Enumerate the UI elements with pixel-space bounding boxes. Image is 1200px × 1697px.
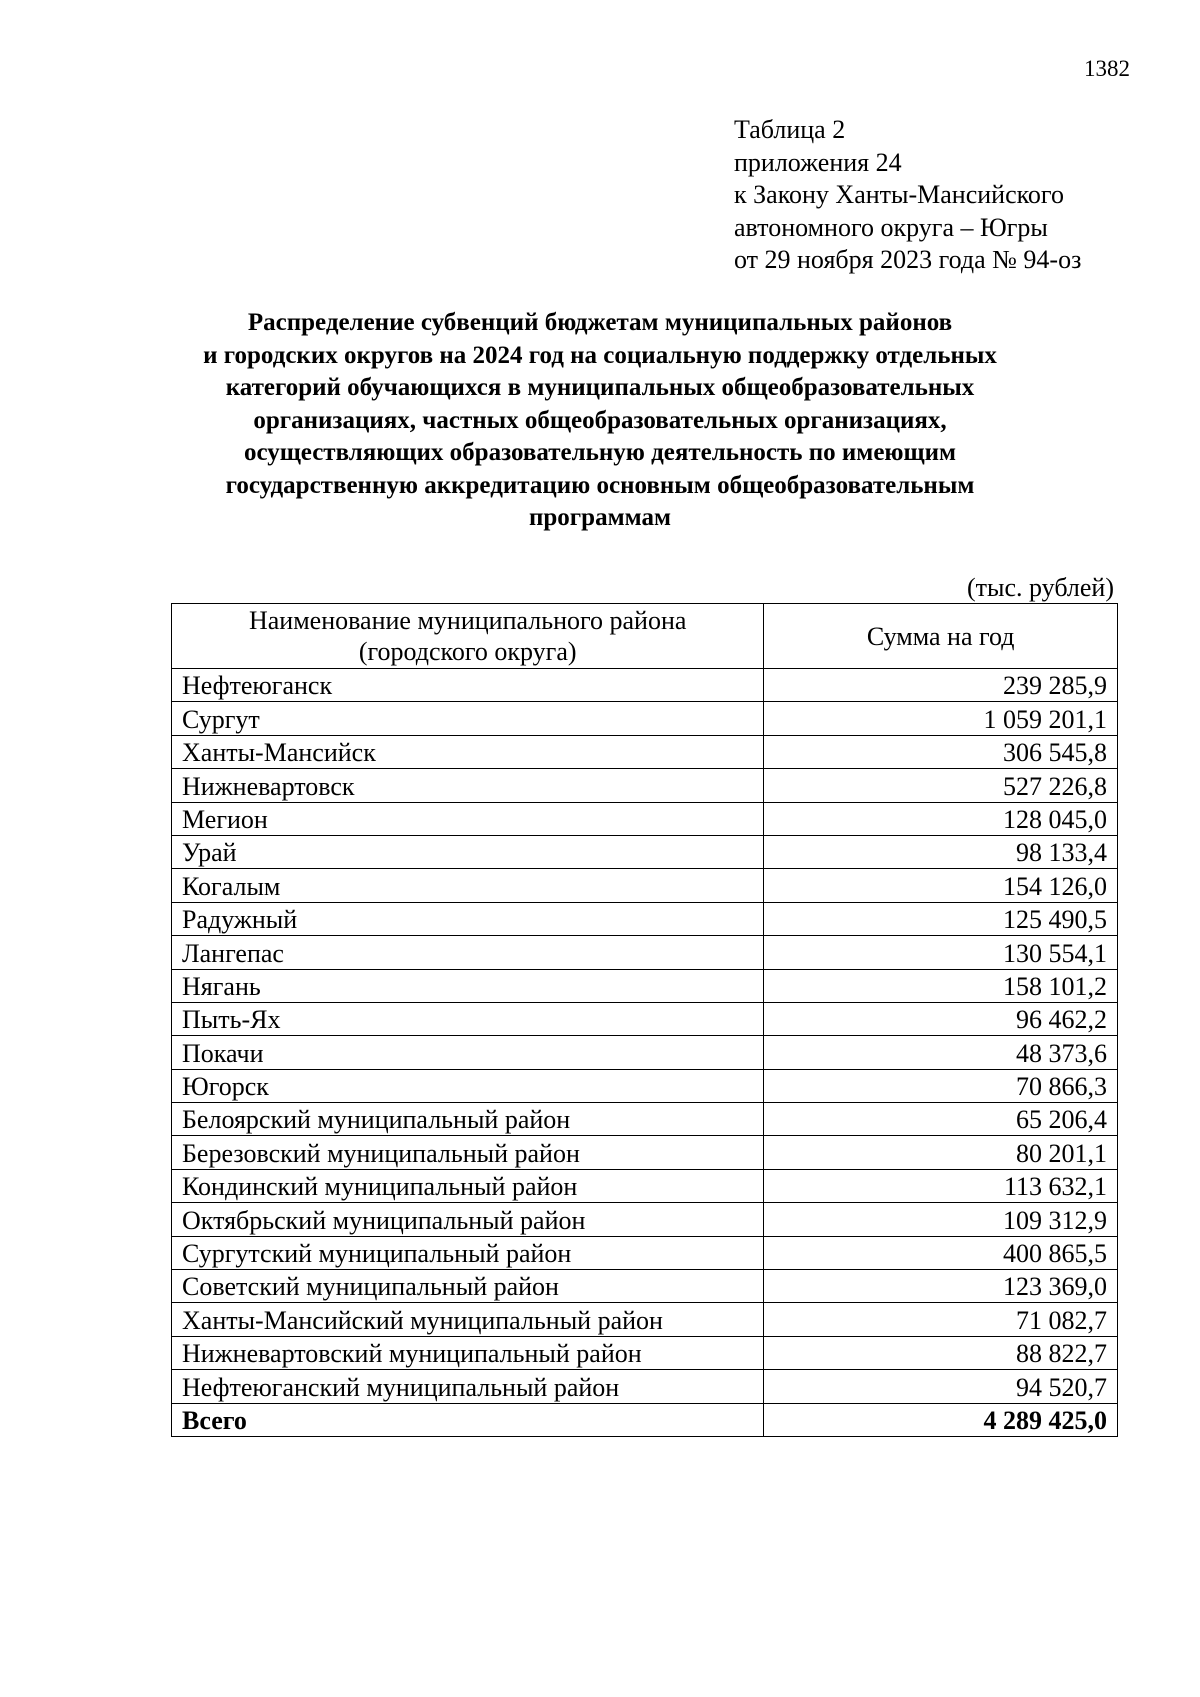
municipality-name: Березовский муниципальный район (172, 1136, 764, 1169)
header-sum: Сумма на год (764, 604, 1118, 669)
municipality-name: Нягань (172, 969, 764, 1002)
units-label: (тыс. рублей) (966, 573, 1114, 602)
annual-sum: 113 632,1 (764, 1169, 1118, 1202)
annual-sum: 400 865,5 (764, 1236, 1118, 1269)
title-line: организациях, частных общеобразовательных организациях, (253, 406, 947, 434)
municipality-name: Октябрьский муниципальный район (172, 1203, 764, 1236)
table-row (172, 1270, 1118, 1303)
table-body (172, 669, 1118, 1437)
municipality-name: Лангепас (172, 936, 764, 969)
municipality-name: Белоярский муниципальный район (172, 1103, 764, 1136)
municipality-name: Сургут (172, 702, 764, 735)
document-title (150, 307, 1050, 535)
municipality-name: Ханты-Мансийск (172, 735, 764, 768)
title-line: государственную аккредитацию основным общеобразовательным (225, 471, 975, 499)
table-row (172, 1002, 1118, 1035)
annual-sum: 98 133,4 (764, 835, 1118, 868)
annex-line: к Закону Ханты-Мансийского (734, 180, 1064, 209)
table-row (172, 936, 1118, 969)
annex-line: автономного округа – Югры (734, 212, 1048, 242)
table-row (172, 802, 1118, 835)
table-row (172, 835, 1118, 868)
municipality-name: Нефтеюганский муниципальный район (172, 1370, 764, 1403)
table-row (172, 702, 1118, 735)
annex-line: от 29 ноября 2023 года № 94-оз (734, 245, 1082, 274)
municipality-name: Нижневартовский муниципальный район (172, 1336, 764, 1369)
municipality-name: Советский муниципальный район (172, 1270, 764, 1303)
table-row (172, 869, 1118, 902)
annual-sum: 306 545,8 (764, 735, 1118, 768)
annual-sum: 70 866,3 (764, 1069, 1118, 1102)
municipality-name: Сургутский муниципальный район (172, 1236, 764, 1269)
table-row (172, 1103, 1118, 1136)
table-row (172, 1136, 1118, 1169)
annual-sum: 80 201,1 (764, 1136, 1118, 1169)
annual-sum: 96 462,2 (764, 1002, 1118, 1035)
annex-line: приложения 24 (734, 147, 902, 177)
table-row (172, 1169, 1118, 1202)
municipality-name: Югорск (172, 1069, 764, 1102)
annual-sum: 154 126,0 (764, 869, 1118, 902)
header-name (172, 604, 764, 669)
municipality-name: Пыть-Ях (172, 1002, 764, 1035)
total-label: Всего (172, 1403, 764, 1436)
annual-sum: 125 490,5 (764, 902, 1118, 935)
annual-sum: 109 312,9 (764, 1203, 1118, 1236)
annual-sum: 123 369,0 (764, 1270, 1118, 1303)
municipality-name: Мегион (172, 802, 764, 835)
annual-sum: 71 082,7 (764, 1303, 1118, 1336)
table-row (172, 1370, 1118, 1403)
table-header-row (172, 604, 1118, 669)
municipality-name: Покачи (172, 1036, 764, 1069)
annual-sum: 130 554,1 (764, 936, 1118, 969)
municipality-name: Кондинский муниципальный район (172, 1169, 764, 1202)
municipality-name: Когалым (172, 869, 764, 902)
table-row (172, 1303, 1118, 1336)
annual-sum: 94 520,7 (764, 1370, 1118, 1403)
table-row (172, 969, 1118, 1002)
total-sum: 4 289 425,0 (764, 1403, 1118, 1436)
table-row (172, 769, 1118, 802)
title-line: осуществляющих образовательную деятельность по имеющим (243, 439, 957, 466)
annual-sum: 158 101,2 (764, 969, 1118, 1002)
total-row (172, 1403, 1118, 1436)
municipality-name: Ханты-Мансийский муниципальный район (172, 1303, 764, 1336)
annual-sum: 48 373,6 (764, 1036, 1118, 1069)
municipality-name: Радужный (172, 902, 764, 935)
title-line: программам (529, 504, 671, 531)
municipality-name: Урай (172, 835, 764, 868)
header-name-line: (городского округа) (358, 637, 577, 666)
annual-sum: 239 285,9 (764, 669, 1118, 702)
table-row (172, 669, 1118, 702)
table-row (172, 902, 1118, 935)
annex-reference (734, 114, 1081, 277)
annex-line: Таблица 2 (734, 115, 846, 144)
header-name-line: Наименование муниципального района (248, 606, 687, 635)
table-row (172, 1236, 1118, 1269)
subsidy-table (171, 603, 1118, 1437)
annual-sum: 128 045,0 (764, 802, 1118, 835)
table-row (172, 1036, 1118, 1069)
title-line: категорий обучающихся в муниципальных общеобразовательных (225, 374, 975, 401)
municipality-name: Нефтеюганск (172, 669, 764, 702)
annual-sum: 65 206,4 (764, 1103, 1118, 1136)
table-row (172, 735, 1118, 768)
annual-sum: 1 059 201,1 (764, 702, 1118, 735)
title-line: и городских округов на 2024 год на социальную поддержку отдельных (203, 341, 997, 369)
title-line: Распределение субвенций бюджетам муниципальных районов (247, 309, 953, 336)
table-row (172, 1336, 1118, 1369)
annual-sum: 527 226,8 (764, 769, 1118, 802)
table-row (172, 1069, 1118, 1102)
table-row (172, 1203, 1118, 1236)
municipality-name: Нижневартовск (172, 769, 764, 802)
annual-sum: 88 822,7 (764, 1336, 1118, 1369)
page-number: 1382 (1084, 56, 1130, 81)
